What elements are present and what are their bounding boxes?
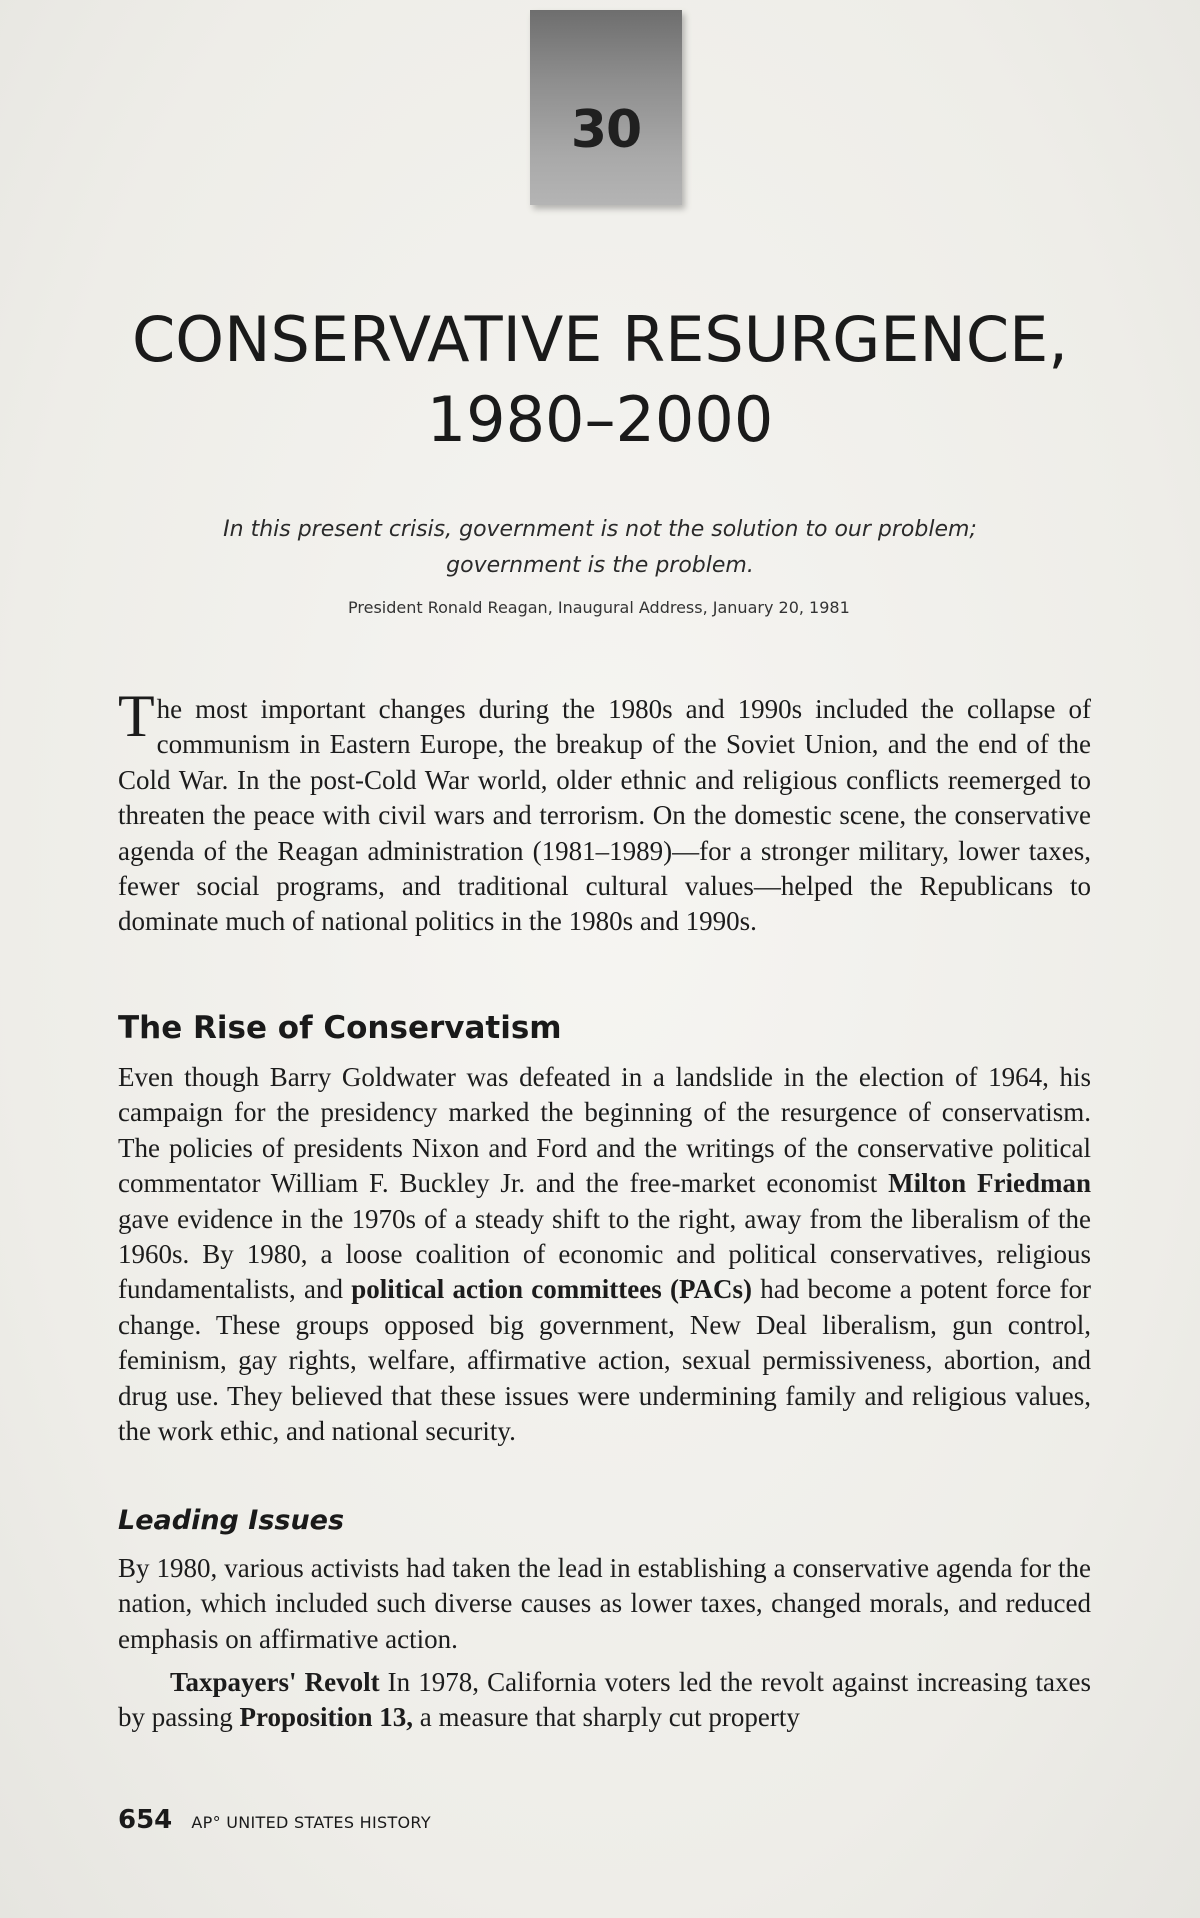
key-term-milton-friedman: Milton Friedman	[888, 1168, 1091, 1199]
taxpayers-text-part1: In 1978, California voters led the revolt against increasing taxes by passing	[118, 1667, 1092, 1733]
chapter-tab	[530, 10, 682, 205]
epigraph-quote	[150, 512, 1050, 584]
page-number: 654	[118, 1805, 173, 1835]
epigraph-line2: government is the problem.	[446, 553, 754, 578]
drop-cap: T	[118, 683, 155, 749]
intro-paragraph	[118, 683, 1091, 940]
section-text-part1: Even though Barry Goldwater was defeated in a landslide in the election of 1964, his campaign for the presidency marked the beginning of the resurgence of conservatism. The policies of presidents Nixon and Ford and the writings of the conservative political commentator William F. Buckley Jr. and the free-market economist	[118, 1062, 1091, 1199]
taxpayers-revolt-paragraph	[118, 1665, 1091, 1736]
key-term-pacs: political action committees (PACs)	[351, 1274, 752, 1305]
key-term-proposition-13: Proposition 13,	[239, 1702, 414, 1733]
chapter-title	[100, 300, 1100, 460]
section-paragraph	[118, 1060, 1091, 1449]
page-footer	[118, 1805, 431, 1835]
chapter-title-line1: CONSERVATIVE RESURGENCE,	[131, 303, 1069, 376]
chapter-number: 30	[570, 100, 642, 160]
subsection-paragraph: By 1980, various activists had taken the lead in establishing a conservative agenda for the nation, which included such diverse causes as lower taxes, changed morals, and reduced emphasis on affirmative action.	[118, 1553, 1091, 1654]
section-text-part2: gave evidence in the 1970s of a steady shift to the right, away from the liberalism of the 1960s. By 1980, a loose coalition of economic and political conservatives, religious fundamentalists, and	[118, 1203, 1091, 1305]
book-title: AP° UNITED STATES HISTORY	[191, 1813, 431, 1832]
subsection-heading: Leading Issues	[118, 1505, 345, 1536]
key-term-taxpayers-revolt: Taxpayers' Revolt	[170, 1667, 380, 1697]
chapter-title-line2: 1980–2000	[426, 383, 774, 456]
epigraph-attribution: President Ronald Reagan, Inaugural Address, January 20, 1981	[348, 598, 850, 617]
taxpayers-text-part2: a measure that sharply cut property	[413, 1702, 800, 1733]
intro-text: he most important changes during the 1980s and 1990s included the collapse of communism in Eastern Europe, the breakup of the Soviet Union, and the end of the Cold War. In the post-Cold War world, older ethnic and religious conflicts reemerged to threaten the peace with civil wars and terrorism. On the domestic scene, the conservative agenda of the Reagan administration (1981–1989)—for a stronger military, lower taxes, fewer social programs, and traditional cultural values—helped the Republicans to dominate much of national politics in the 1980s and 1990s.	[118, 694, 1091, 937]
epigraph-line1: In this present crisis, government is not the solution to our problem;	[223, 517, 977, 542]
section-text-part3: had become a potent force for change. These groups opposed big government, New Deal liberalism, gun control, feminism, gay rights, welfare, affirmative action, sexual permissiveness, abortion, and drug use. They believed that these issues were undermining family and religious values, the work ethic, and national security.	[118, 1274, 1092, 1447]
section-heading: The Rise of Conservatism	[118, 1010, 562, 1046]
